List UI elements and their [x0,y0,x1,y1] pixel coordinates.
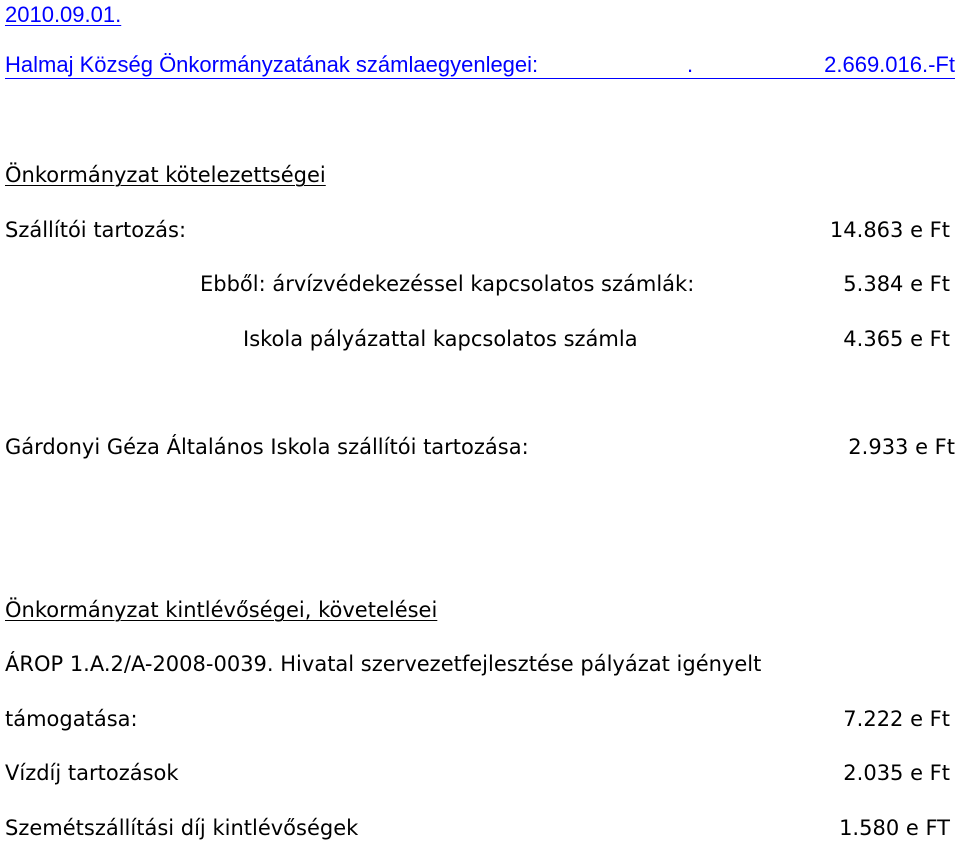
school-supplier-debt-label: Gárdonyi Géza Általános Iskola szállítói tartozása: [5,435,529,459]
waste-fee-value: 1.580 e FT [839,816,950,840]
supplier-debt-value: 14.863 e Ft [829,218,950,242]
school-supplier-debt-value: 2.933 e Ft [848,435,955,459]
balance-label: Halmaj Község Önkormányzatának számlaegyenlegei: [5,52,539,77]
obligations-title: Önkormányzat kötelezettségei [5,163,326,187]
report-date: 2010.09.01. [5,2,122,27]
arop-support-label: támogatása: [5,707,138,731]
receivables-title: Önkormányzat kintlévőségei, követelései [5,598,438,622]
water-fee-label: Vízdíj tartozások [5,761,179,785]
balance-value: 2.669.016.-Ft [824,52,955,77]
flood-invoices-label: Ebből: árvízvédekezéssel kapcsolatos számlák: [200,272,695,296]
school-invoice-label: Iskola pályázattal kapcsolatos számla [243,327,638,351]
waste-fee-label: Szemétszállítási díj kintlévőségek [5,816,359,840]
flood-invoices-value: 5.384 e Ft [843,272,950,296]
supplier-debt-label: Szállítói tartozás: [5,218,187,242]
balance-dot: . [687,52,694,77]
arop-support-value: 7.222 e Ft [843,707,950,731]
arop-line-1: ÁROP 1.A.2/A-2008-0039. Hivatal szervezetfejlesztése pályázat igényelt [5,652,762,676]
water-fee-value: 2.035 e Ft [843,761,950,785]
school-invoice-value: 4.365 e Ft [843,327,950,351]
balance-row [5,52,955,79]
